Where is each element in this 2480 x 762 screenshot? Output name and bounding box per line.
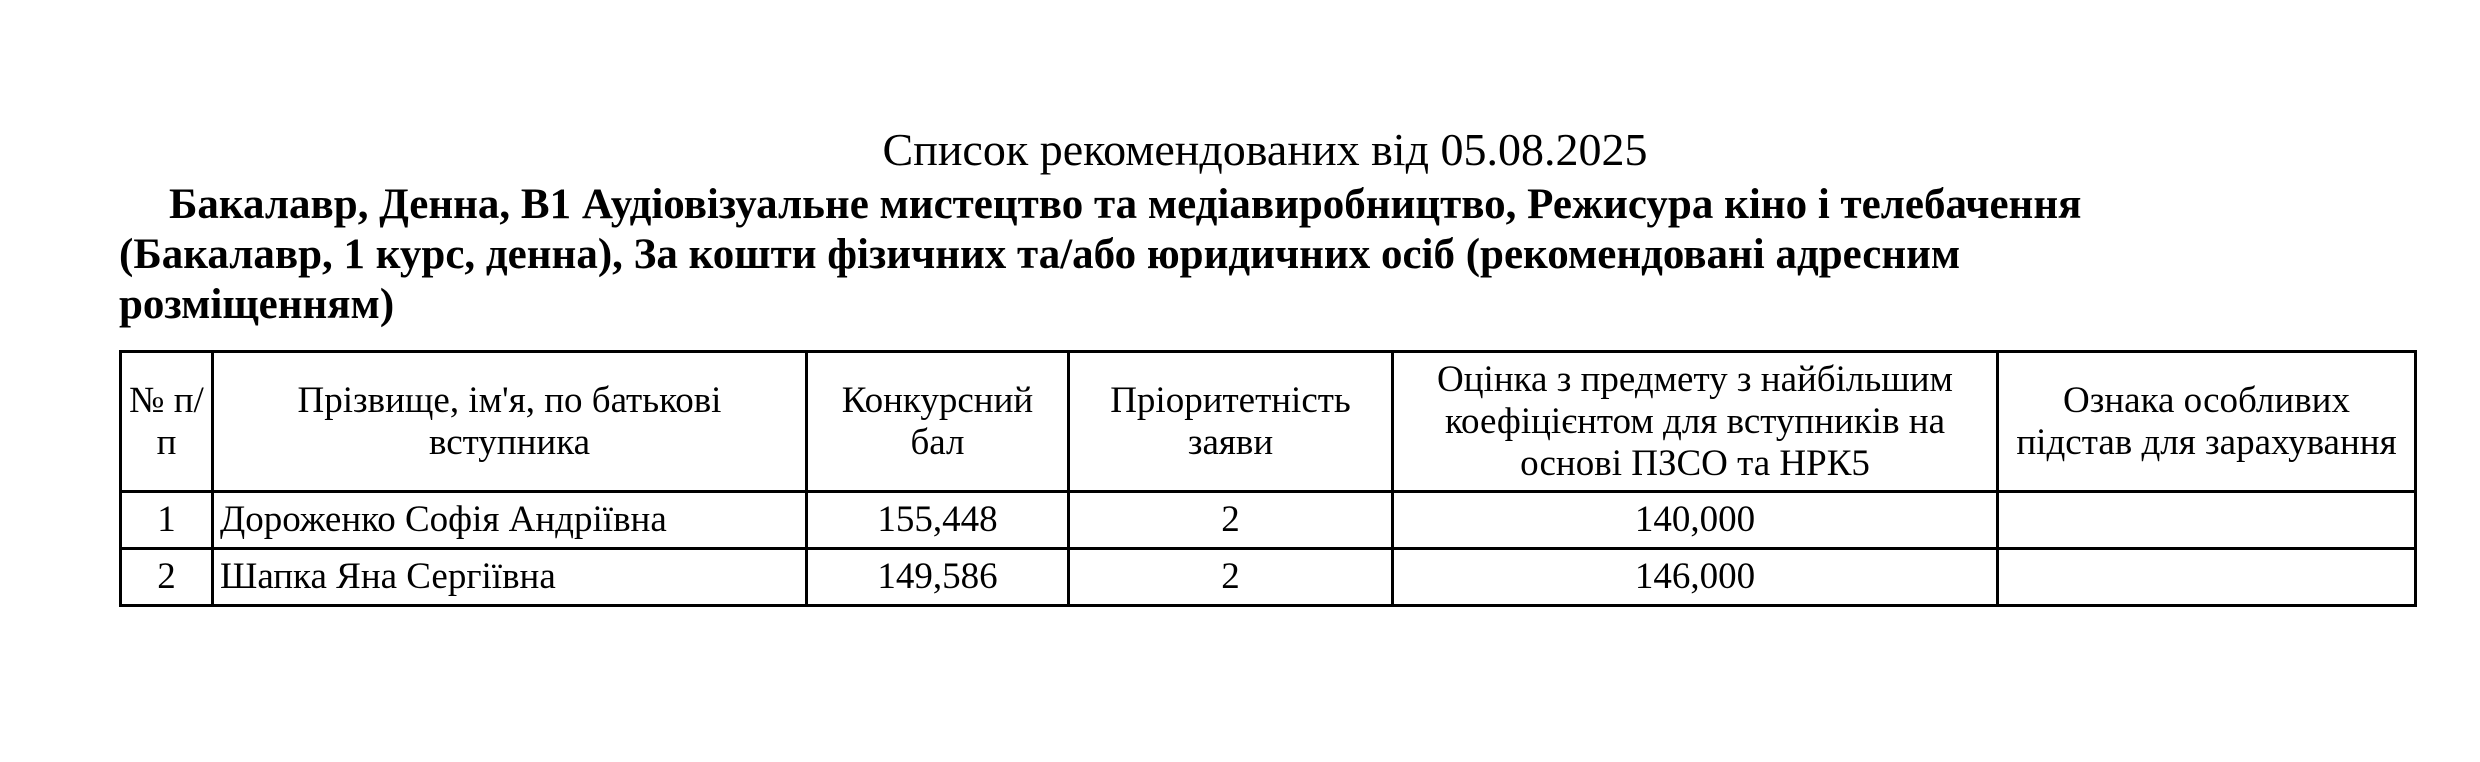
applicant-name: Дороженко Софія Андріївна	[213, 492, 807, 549]
document-title: Список рекомендованих від 05.08.2025	[882, 124, 1648, 175]
heading-line: Бакалавр, Денна, В1 Аудіовізуальне мистецтво та медіавиробництво, Режисура кіно і телебачення	[169, 181, 2082, 228]
table-header-row	[121, 352, 2416, 492]
row-number: 1	[121, 492, 213, 549]
heading-line: (Бакалавр, 1 курс, денна), За кошти фізичних та/або юридичних осіб (рекомендовані адресним	[119, 231, 1961, 278]
column-header-special-grounds: Ознака особливих підстав для зарахування	[1998, 352, 2416, 492]
application-priority: 2	[1069, 549, 1393, 606]
special-grounds	[1998, 549, 2416, 606]
column-header-priority: Пріоритетність заяви	[1069, 352, 1393, 492]
application-priority: 2	[1069, 492, 1393, 549]
competitive-score: 155,448	[807, 492, 1069, 549]
document-heading	[119, 180, 2419, 330]
competitive-score: 149,586	[807, 549, 1069, 606]
recommended-list-table	[119, 350, 2417, 607]
heading-line: розміщенням)	[119, 281, 395, 328]
subject-score: 140,000	[1393, 492, 1998, 549]
table-row	[121, 492, 2416, 549]
column-header-number: № п/п	[121, 352, 213, 492]
row-number: 2	[121, 549, 213, 606]
column-header-score: Конкурсний бал	[807, 352, 1069, 492]
table-row	[121, 549, 2416, 606]
column-header-name: Прізвище, ім'я, по батькові вступника	[213, 352, 807, 492]
subject-score: 146,000	[1393, 549, 1998, 606]
column-header-subject-score: Оцінка з предмету з найбільшим коефіцієнтом для вступників на основі ПЗСО та НРК5	[1393, 352, 1998, 492]
applicant-name: Шапка Яна Сергіївна	[213, 549, 807, 606]
special-grounds	[1998, 492, 2416, 549]
